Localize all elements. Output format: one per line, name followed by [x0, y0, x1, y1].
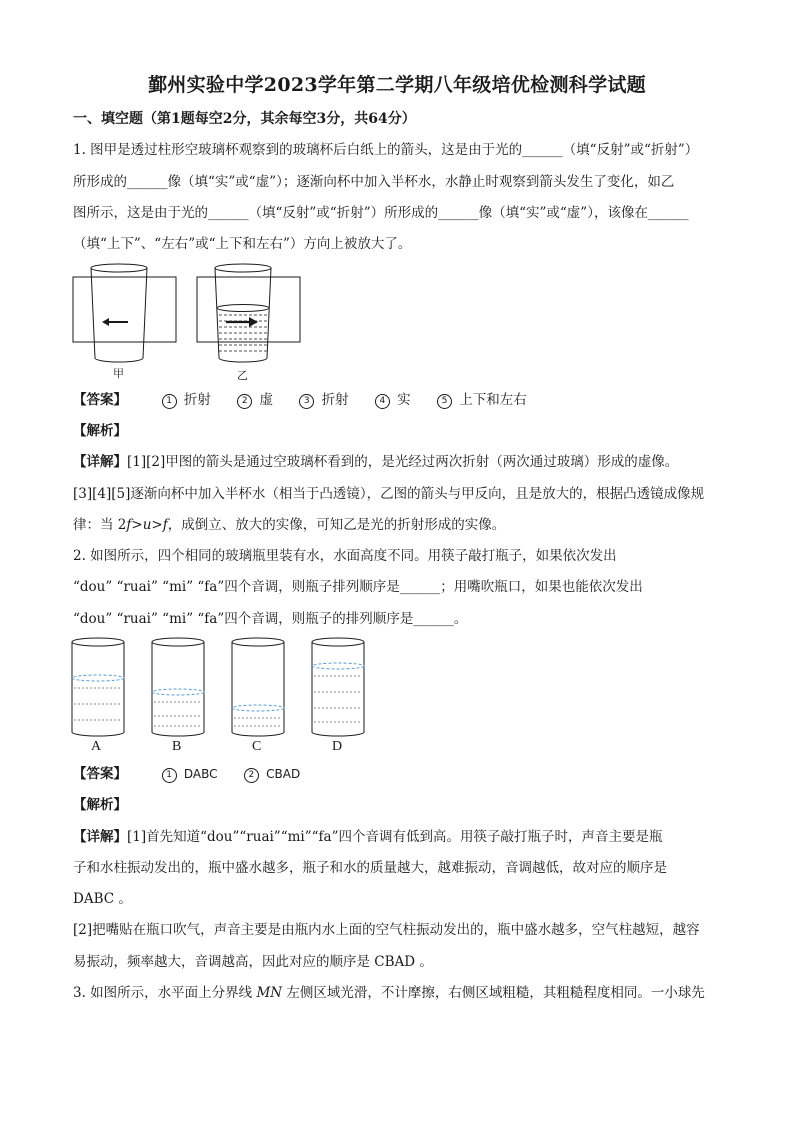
bottle-a: [72, 638, 124, 736]
q3-line-1: 3. 如图所示，水平面上分界线 MN 左侧区域光滑，不计摩擦，右侧区域粗糙，其粗糙程度相同。一小球先: [73, 985, 705, 1001]
q2-detail-4: [2]把嘴贴在瓶口吹气，声音主要是由瓶内水上面的空气柱振动发出的，瓶中盛水越多，空气柱越短，越容: [73, 922, 700, 938]
q1-line-4: （填“上下”、“左右”或“上下和左右”）方向上被放大了。: [73, 236, 412, 252]
answer-tag: 【答案】: [73, 392, 127, 408]
q2-detail-1: 【详解】[1]首先知道“dou”“ruai”“mi”“fa”四个音调有低到高。用筷子敲打瓶子时，声音主要是瓶: [73, 829, 663, 845]
q2-line-3: “dou” “ruai” “mi” “fa”四个音调，则瓶子的排列顺序是______。: [73, 611, 468, 627]
figure-jia: [72, 262, 182, 382]
q1-answer-3: 3 折射: [299, 390, 348, 410]
figure-yi: [196, 262, 306, 382]
q1-answer-row: [73, 390, 549, 410]
q2-answer-2: 2 CBAD: [244, 764, 300, 784]
q1-detail-2: [3][4][5]逐渐向杯中加入半杯水（相当于凸透镜），乙图的箭头与甲反向，且是放大的，根据凸透镜成像规: [73, 486, 705, 502]
q1-answer-5: 5 上下和左右: [437, 390, 527, 410]
bottle-label-c: C: [252, 739, 262, 754]
q1-answer-4: 4 实: [375, 390, 411, 410]
q2-line-1: 2. 如图所示，四个相同的玻璃瓶里装有水，水面高度不同。用筷子敲打瓶子，如果依次发出: [73, 548, 617, 564]
bottle-d: [312, 638, 364, 736]
page-title: 鄞州实验中学2023学年第二学期八年级培优检测科学试题: [148, 74, 646, 96]
paper-rect: [73, 277, 176, 342]
q2-detail-5: 易振动，频率越大，音调越高，因此对应的顺序是 CBAD 。: [73, 954, 433, 970]
section-heading: 一、填空题（第1题每空2分，其余每空3分，共64分）: [73, 111, 416, 127]
bottle-b: [152, 638, 204, 736]
answer-tag: 【答案】: [73, 766, 127, 782]
q1-detail-1: 【详解】[1][2]甲图的箭头是通过空玻璃杯看到的，是光经过两次折射（两次通过玻璃）形成的虚像。: [73, 454, 679, 470]
q1-detail-3: 律：当 2f>u>f，成倒立、放大的实像，可知乙是光的折射形成的实像。: [73, 517, 506, 533]
q2-answer-1: 1 DABC: [162, 764, 218, 784]
bottle-label-b: B: [172, 739, 182, 754]
figure-label-yi: 乙: [237, 369, 248, 382]
q1-analysis-tag: 【解析】: [73, 423, 127, 439]
q2-analysis-tag: 【解析】: [73, 797, 127, 813]
q2-line-2: “dou” “ruai” “mi” “fa”四个音调，则瓶子排列顺序是______；用嘴吹瓶口，如果也能依次发出: [73, 579, 643, 595]
q1-answer-2: 2 虚: [237, 390, 273, 410]
figure-label-jia: 甲: [113, 367, 124, 380]
q2-detail-3: DABC 。: [73, 891, 132, 907]
paper-rect: [197, 277, 300, 342]
q2-detail-2: 子和水柱振动发出的，瓶中盛水越多，瓶子和水的质量越大，越难振动，音调越低，故对应的顺序是: [73, 860, 667, 876]
bottle-label-a: A: [91, 739, 102, 754]
q1-line-2: 所形成的______像（填“实”或“虚”）；逐渐向杯中加入半杯水，水静止时观察到箭头发生了变化，如乙: [73, 174, 675, 190]
q1-answer-1: 1 折射: [162, 390, 211, 410]
bottle-c: [232, 638, 284, 736]
q2-answer-row: [73, 764, 322, 784]
q1-line-3: 图所示，这是由于光的______（填“反射”或“折射”）所形成的______像（填“实”或“虚”），该像在______: [73, 205, 689, 221]
bottle-label-d: D: [332, 739, 343, 754]
q1-line-1: 1. 图甲是透过柱形空玻璃杯观察到的玻璃杯后白纸上的箭头，这是由于光的______（填“反射”或“折射”）: [73, 142, 699, 158]
